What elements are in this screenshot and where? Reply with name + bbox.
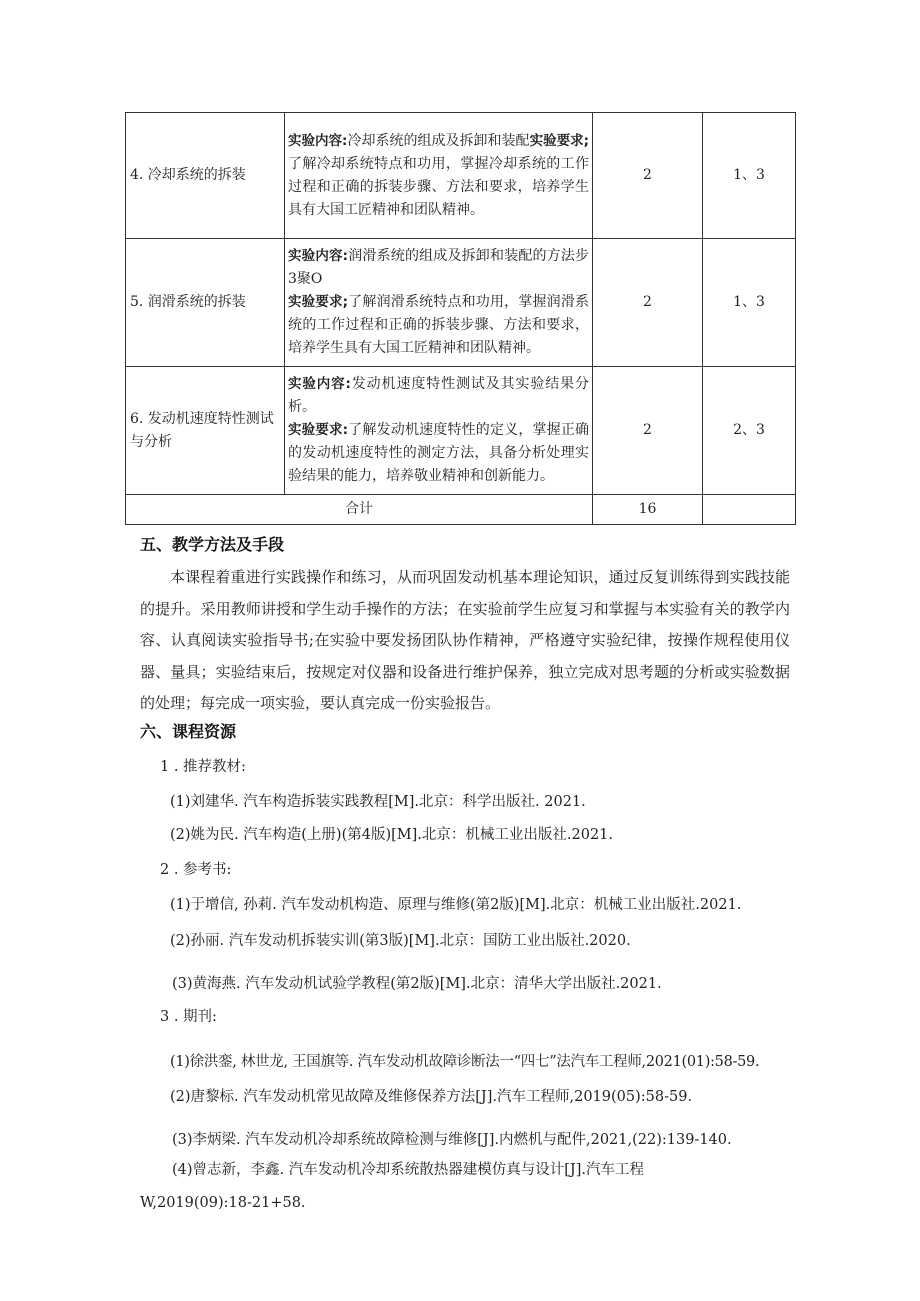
textbook-item: (2)姚为民. 汽车构造(上册)(第4版)[M].北京：机械工业出版社.2021. (170, 827, 613, 843)
journal-item: (1)徐洪銮, 林世龙, 王国旗等. 汽车发动机故障诊断法一“四七”法汽车工程师,2021(01):58-59. (170, 1054, 760, 1070)
objectives-cell: 1、3 (703, 113, 796, 239)
section-heading-teaching-methods: 五、教学方法及手段 (140, 535, 285, 554)
textbook-item: (1)刘建华. 汽车构造拆装实践教程[M].北京：科学出版社. 2021. (170, 794, 586, 810)
journals-heading: 3 . 期刊: (160, 1009, 217, 1025)
journal-item: (3)李炳梁. 汽车发动机冷却系统故障检测与维修[J].内燃机与配件,2021,(22):139-140. (172, 1132, 732, 1148)
hours-cell: 2 (593, 113, 703, 239)
total-objectives (703, 495, 796, 525)
refs-heading: 2 . 参考书: (160, 862, 232, 878)
table-row (126, 367, 796, 495)
teaching-methods-paragraph: 本课程着重进行实践操作和练习，从而巩固发动机基本理论知识，通过反复训练得到实践技能的提升。采用教师讲授和学生动手操作的方法；在实验前学生应复习和掌握与本实验有关的教学内容、认真阅读实验指导书;在实验中要发扬团队协作精神，严格遵守实验纪律，按操作规程使用仪器、量具；实验结束后，按规定对仪器和设备进行维护保养，独立完成对思考题的分析或实验数据的处理；每完成一项实验，要认真完成一份实验报告。 (140, 568, 790, 712)
hours-cell: 2 (593, 239, 703, 367)
requirement-label: 实验要求; (288, 294, 349, 310)
requirement-text: 了解润滑系统特点和功用，掌握润滑系统的工作过程和正确的拆装步骤、方法和要求，培养学生具有大国工匠精神和团队精神。 (288, 294, 590, 356)
objectives-cell: 2、3 (703, 367, 796, 495)
requirement-label: 实验要求; (529, 132, 589, 149)
content-text: 润滑系统的组成及拆卸和装配的方法步3聚O (288, 248, 590, 287)
lab-content-cell (285, 113, 593, 239)
project-name: 6. 发动机速度特性测试与分析 (126, 367, 285, 495)
table-row (126, 239, 796, 367)
project-name: 4. 冷却系统的拆装 (126, 113, 285, 239)
reference-item: (2)孙丽. 汽车发动机拆装实训(第3版)[M].北京：国防工业出版社.2020. (170, 933, 631, 949)
hours-cell: 2 (593, 367, 703, 495)
total-hours: 16 (593, 495, 703, 525)
section-heading-course-resources: 六、课程资源 (140, 722, 237, 741)
reference-item: (1)于增信, 孙莉. 汽车发动机构造、原理与维修(第2版)[M].北京：机械工业出版社.2021. (170, 897, 742, 913)
content-label: 实验内容: (288, 248, 349, 264)
content-label: 实验内容: (288, 376, 351, 392)
lab-table (125, 112, 796, 525)
total-row (126, 495, 796, 525)
journal-item-continuation: W,2019(09):18-21+58. (140, 1195, 306, 1211)
journal-item: (2)唐黎标. 汽车发动机常见故障及维修保养方法[J].汽车工程师,2019(05):58-59. (170, 1089, 693, 1105)
requirement-text: 了解冷却系统特点和功用，掌握冷却系统的工作过程和正确的拆装步骤、方法和要求，培养学生具有大国工匠精神和团队精神。 (288, 155, 589, 218)
lab-content-cell (285, 239, 593, 367)
content-text: 发动机速度特性测试及其实验结果分析。 (288, 376, 589, 415)
requirement-text: 了解发动机速度特性的定义，掌握正确的发动机速度特性的测定方法，具备分析处理实验结果的能力，培养敬业精神和创新能力。 (288, 422, 590, 484)
lab-content-cell (285, 367, 593, 495)
project-name: 5. 润滑系统的拆装 (126, 239, 285, 367)
content-text: 冷却系统的组成及拆卸和装配 (347, 132, 530, 149)
content-label: 实验内容: (288, 132, 348, 149)
requirement-label: 实验要求: (288, 422, 349, 438)
textbooks-heading: 1 . 推荐教材: (160, 759, 246, 775)
table-row (126, 113, 796, 239)
total-label: 合计 (126, 495, 593, 525)
journal-item: (4)曾志新，李鑫. 汽车发动机冷却系统散热器建模仿真与设计[J].汽车工程 (172, 1162, 644, 1178)
reference-item: (3)黄海燕. 汽车发动机试验学教程(第2版)[M].北京：清华大学出版社.2021. (172, 976, 662, 992)
objectives-cell: 1、3 (703, 239, 796, 367)
